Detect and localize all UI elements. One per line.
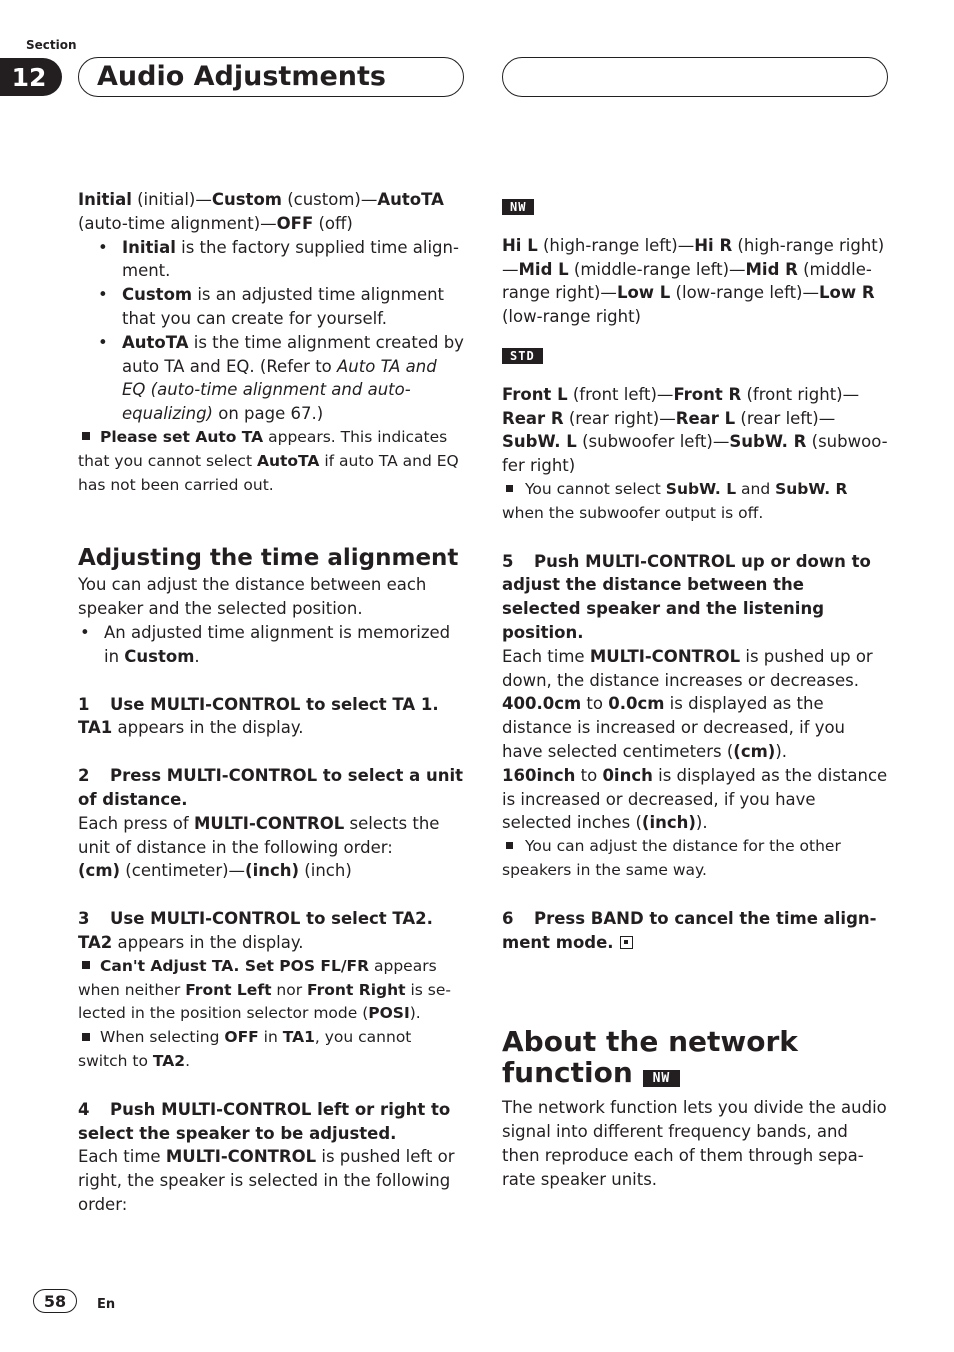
end-mark-icon bbox=[620, 936, 633, 949]
section-label: Section bbox=[26, 38, 77, 52]
paragraph: (cm) (centimeter)—(inch) (inch) bbox=[78, 861, 352, 881]
nw-badge: NW bbox=[643, 1070, 681, 1087]
page-title: Audio Adjustments bbox=[97, 61, 386, 92]
note: You cannot select SubW. L and SubW. R when the subwoofer output is off. bbox=[502, 479, 848, 522]
paragraph: 160inch to 0inch is displayed as the distance is increased or decreased, if you have selected inches ((inch)). bbox=[502, 765, 888, 833]
note: When selecting OFF in TA1, you cannot switch to TA2. bbox=[78, 1028, 412, 1070]
std-speaker-order: Front L (front left)—Front R (front right)—Rear R (rear right)—Rear L (rear left)—SubW. L (subwoofer left)—SubW. R (subwoo-fer right) bbox=[502, 384, 888, 476]
bullet-icon: • bbox=[98, 332, 108, 352]
right-column bbox=[502, 188, 888, 1192]
bullet-icon: • bbox=[98, 285, 108, 305]
paragraph: 400.0cm to 0.0cm is displayed as the distance is increased or decreased, if you have selected centimeters ((cm)). bbox=[502, 694, 846, 761]
page-number: 58 bbox=[33, 1289, 77, 1313]
bullet-icon: • bbox=[98, 237, 108, 257]
left-column bbox=[78, 188, 464, 1217]
nw-badge: NW bbox=[502, 199, 534, 215]
step-heading: 3 Use MULTI-CONTROL to select TA2. bbox=[78, 909, 433, 929]
paragraph: The network function lets you divide the audio signal into different frequency bands, and then reproduce each of them through sepa-rate speaker units. bbox=[502, 1098, 887, 1189]
paragraph: You can adjust the distance between each speaker and the selected position. bbox=[78, 575, 427, 619]
title-frame-right bbox=[502, 57, 888, 97]
bullet-icon: • bbox=[80, 622, 90, 642]
paragraph: TA1 appears in the display. bbox=[78, 718, 304, 738]
nw-speaker-order: Hi L (high-range left)—Hi R (high-range right)—Mid L (middle-range left)—Mid R (middle-range right)—Low L (low-range left)—Low R (low-range right) bbox=[502, 235, 885, 327]
square-bullet-icon bbox=[82, 961, 90, 969]
note: Can't Adjust TA. Set POS FL/FR appears when neither Front Left nor Front Right is se-lected in the position selector mode (POSI). bbox=[78, 956, 452, 1023]
paragraph: Each time MULTI-CONTROL is pushed left or right, the speaker is selected in the following order: bbox=[78, 1147, 455, 1214]
list-item: • An adjusted time alignment is memorized in Custom. bbox=[80, 622, 451, 666]
language-label: En bbox=[97, 1297, 116, 1312]
note: Please set Auto TA appears. This indicates that you cannot select AutoTA if auto TA and EQ has not been carried out. bbox=[78, 427, 459, 494]
section-heading: Adjusting the time alignment bbox=[78, 545, 459, 572]
list-item: • AutoTA is the time alignment created by auto TA and EQ. (Refer to Auto TA and EQ (auto-time alignment and auto-equalizing) on page 67.) bbox=[98, 332, 464, 424]
section-number-badge: 12 bbox=[0, 58, 62, 96]
square-bullet-icon bbox=[82, 1033, 90, 1041]
paragraph: TA2 appears in the display. bbox=[78, 932, 304, 952]
step-heading: 4 Push MULTI-CONTROL left or right to select the speaker to be adjusted. bbox=[78, 1099, 451, 1143]
step-heading: 5 Push MULTI-CONTROL up or down to adjust the distance between the selected speaker and the listening position. bbox=[502, 551, 871, 642]
mode-sequence: Initial (initial)—Custom (custom)—AutoTA (auto-time alignment)—OFF (off) bbox=[78, 190, 444, 233]
step-heading: 6 Press BAND to cancel the time align-ment mode. bbox=[502, 908, 877, 952]
square-bullet-icon bbox=[82, 432, 90, 440]
square-bullet-icon bbox=[506, 842, 513, 849]
section-heading: About the network function NW bbox=[502, 1025, 798, 1090]
list-item: • Custom is an adjusted time alignment that you can create for yourself. bbox=[98, 285, 445, 328]
list-item: • Initial is the factory supplied time align-ment. bbox=[98, 237, 459, 281]
std-badge: STD bbox=[502, 348, 543, 364]
note: You can adjust the distance for the other speakers in the same way. bbox=[502, 837, 841, 879]
step-heading: 2 Press MULTI-CONTROL to select a unit of distance. bbox=[78, 766, 463, 809]
square-bullet-icon bbox=[506, 485, 513, 492]
paragraph: Each time MULTI-CONTROL is pushed up or down, the distance increases or decreases. bbox=[502, 646, 873, 690]
step-heading: 1 Use MULTI-CONTROL to select TA 1. bbox=[78, 694, 439, 714]
paragraph: Each press of MULTI-CONTROL selects the unit of distance in the following order: bbox=[78, 813, 440, 857]
